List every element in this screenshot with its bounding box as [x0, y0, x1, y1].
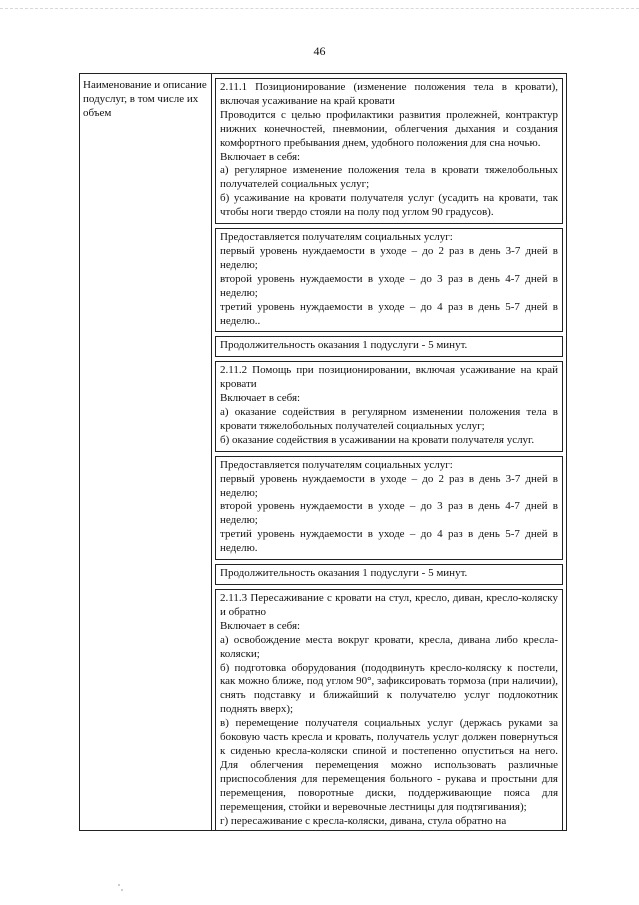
section-title: 2.11.2 Помощь при позиционировании, включая усаживание на край кровати — [220, 364, 558, 391]
section-text: Включает в себя: — [220, 619, 301, 632]
section-duration-2 — [215, 564, 563, 585]
section-text: а) оказание содействия в регулярном изменении положения тела в кровати тяжелобольных получателей социальных услуг; — [220, 406, 558, 432]
scan-speck — [118, 884, 120, 886]
section-text: второй уровень нуждаемости в уходе – до 3 раз в день 4-7 дней в неделю; — [220, 500, 558, 527]
section-text: третий уровень нуждаемости в уходе – до 4 раз в день 5-7 дней в неделю. — [220, 528, 558, 555]
scan-speck — [121, 889, 123, 891]
section-text: Включает в себя: — [220, 392, 301, 405]
section-2-11-3 — [215, 589, 563, 831]
left-column-label: Наименование и описание подуслуг, в том числе их объем — [83, 79, 207, 119]
section-text: Проводится с целью профилактики развития пролежней, контрактур нижних конечностей, пневмонии, облегчения дыхания и создания комфортного пребывания днем, удобного положения для сна ночью. — [220, 108, 558, 149]
section-text: третий уровень нуждаемости в уходе – до 4 раз в день 5-7 дней в неделю.. — [220, 300, 558, 327]
section-text: первый уровень нуждаемости в уходе – до 2 раз в день 3-7 дней в неделю; — [220, 472, 558, 499]
right-column — [212, 74, 566, 830]
section-text: Предоставляется получателям социальных услуг: — [220, 458, 453, 471]
page-number: 46 — [313, 44, 326, 58]
section-text: г) пересаживание с кресла-коляски, дивана, стула обратно на — [220, 814, 507, 827]
section-text: а) освобождение места вокруг кровати, кресла, дивана либо кресла-коляски; — [220, 633, 558, 660]
section-text: в) перемещение получателя социальных услуг (держась руками за боковую часть кресла и кровать, получатель услуг должен повернуться к сиденью кресла-коляски спиной и постепенно опуститься на него. Для облегчения перемещения можно использовать различные приспособления для перемещения больного - рукава и простыни для перемещения, поворотные диски, поддерживающие пояса для перемещения, стойки и веревочные лестницы для подтягивания); — [220, 717, 558, 813]
section-2-11-2 — [215, 361, 563, 451]
scan-edge-line — [0, 8, 639, 9]
section-text: б) оказание содействия в усаживании на кровати получателя услуг. — [220, 433, 535, 446]
section-frequency-2 — [215, 456, 563, 560]
section-text: Продолжительность оказания 1 подуслуги - 5 минут. — [220, 567, 468, 580]
left-column — [80, 74, 212, 830]
section-duration-1 — [215, 336, 563, 357]
section-text: Предоставляется получателям социальных услуг: — [220, 231, 453, 244]
section-title: 2.11.1 Позиционирование (изменение положения тела в кровати), включая усаживание на край кровати — [220, 81, 558, 107]
section-text: б) усаживание на кровати получателя услуг (усадить на кровати, так чтобы ноги твердо стояли на полу под углом 90 градусов). — [220, 192, 558, 219]
section-text: первый уровень нуждаемости в уходе – до 2 раз в день 3-7 дней в неделю; — [220, 244, 558, 271]
section-text: второй уровень нуждаемости в уходе – до 3 раз в день 4-7 дней в неделю; — [220, 272, 558, 299]
section-text: б) подготовка оборудования (пододвинуть кресло-коляску к постели, как можно ближе, под углом 90°, зафиксировать тормоза (при наличии), снять подставку и ближайший к получателю услуг подлокотник поднять вверх); — [220, 661, 558, 716]
section-text: Продолжительность оказания 1 подуслуги - 5 минут. — [220, 339, 468, 352]
section-title: 2.11.3 Пересаживание с кровати на стул, кресло, диван, кресло-коляску и обратно — [220, 592, 558, 618]
service-table — [79, 73, 567, 831]
section-text: а) регулярное изменение положения тела в кровати тяжелобольных получателей социальных услуг; — [220, 164, 558, 191]
section-text: Включает в себя: — [220, 150, 301, 163]
section-frequency-1 — [215, 228, 563, 332]
section-2-11-1 — [215, 78, 563, 224]
